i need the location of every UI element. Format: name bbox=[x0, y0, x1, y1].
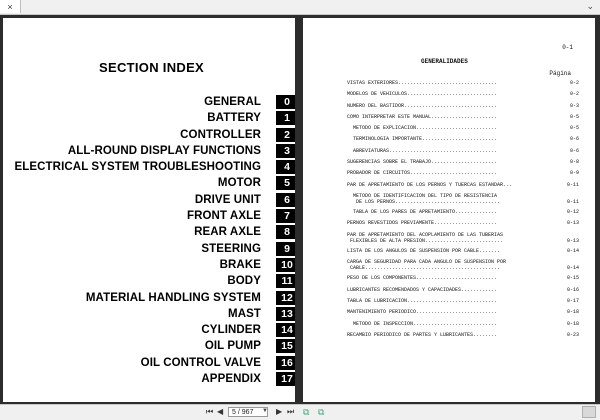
toc-entry-text: MANTENIMIENTO PERIODICO........................... bbox=[347, 309, 498, 316]
section-number-badge: 10 bbox=[276, 258, 295, 272]
toc-entry bbox=[347, 113, 579, 120]
toc-entry-text: RECAMBIO PERIODICO DE PARTES Y LUBRICANTES........ bbox=[347, 331, 498, 338]
toc-entry bbox=[347, 286, 579, 293]
section-label: MOTOR bbox=[217, 177, 261, 190]
section-number-badge: 2 bbox=[276, 128, 295, 142]
close-icon: × bbox=[7, 1, 13, 12]
pagina-header: Página bbox=[549, 70, 571, 77]
page-number: 0-1 bbox=[562, 44, 573, 51]
page-number-input[interactable]: 5 / 967 bbox=[228, 407, 268, 417]
toc-entry bbox=[347, 192, 579, 205]
section-index-title: SECTION INDEX bbox=[99, 60, 205, 75]
section-number-badge: 15 bbox=[276, 339, 295, 353]
tab-bar bbox=[0, 0, 600, 15]
section-label: BRAKE bbox=[219, 258, 261, 271]
section-row bbox=[3, 209, 295, 225]
section-row bbox=[3, 176, 295, 192]
toc-page-ref: 0-13 bbox=[566, 220, 579, 227]
toc-page-ref: 0-23 bbox=[566, 331, 579, 338]
section-label: DRIVE UNIT bbox=[194, 193, 261, 206]
toc-page-ref: 0-11 bbox=[566, 181, 579, 188]
toc-entry bbox=[347, 298, 579, 305]
toc-entry bbox=[347, 170, 579, 177]
last-page-button[interactable]: ⏭ bbox=[287, 407, 295, 416]
toc-page-ref: 0-5 bbox=[569, 113, 579, 120]
section-label: OIL CONTROL VALVE bbox=[140, 356, 261, 369]
section-number-badge: 16 bbox=[276, 356, 295, 370]
section-row bbox=[3, 291, 295, 307]
toc-entry-text: METODO DE EXPLICACION........................... bbox=[353, 125, 498, 132]
page-title: GENERALIDADES bbox=[421, 58, 468, 65]
toc-entry-text: PERNOS REVESTIDOS PREVIAMENTE..................... bbox=[347, 220, 498, 227]
section-number-badge: 8 bbox=[276, 225, 295, 239]
section-row bbox=[3, 193, 295, 209]
prev-page-button[interactable]: ◀ bbox=[217, 407, 224, 416]
section-label: ALL-ROUND DISPLAY FUNCTIONS bbox=[67, 144, 261, 157]
toc-list bbox=[347, 80, 579, 343]
section-label: OIL PUMP bbox=[204, 340, 261, 353]
close-tab-button[interactable] bbox=[0, 0, 21, 13]
toc-page-ref: 0-12 bbox=[566, 209, 579, 216]
toc-entry bbox=[347, 331, 579, 338]
section-number-badge: 13 bbox=[276, 307, 295, 321]
section-label: FRONT AXLE bbox=[186, 210, 261, 223]
toc-entry bbox=[347, 91, 579, 98]
toc-entry bbox=[347, 309, 579, 316]
grip-icon[interactable] bbox=[582, 406, 596, 418]
toc-page-ref: 0-18 bbox=[566, 320, 579, 327]
toc-entry-text: LUBRICANTES RECOMENDADOS Y CAPACIDADES............ bbox=[347, 286, 498, 293]
section-row bbox=[3, 274, 295, 290]
section-list bbox=[3, 95, 295, 388]
toc-entry-text: TABLA DE LOS PARES DE APRETAMIENTO.............. bbox=[353, 209, 498, 216]
toc-page-ref: 0-3 bbox=[569, 102, 579, 109]
toc-entry bbox=[347, 181, 579, 188]
toc-page-ref: 0-2 bbox=[569, 80, 579, 86]
section-label: MATERIAL HANDLING SYSTEM bbox=[85, 291, 261, 304]
toc-entry-text: CARGA DE SEGURIDAD PARA CADA ANGULO DE SUSPENSION POR CABLE............................................. bbox=[347, 259, 507, 272]
section-row bbox=[3, 372, 295, 388]
toc-page-ref: 0-2 bbox=[569, 91, 579, 98]
toc-page-ref: 0-18 bbox=[566, 309, 579, 316]
section-row bbox=[3, 356, 295, 372]
section-number-badge: 12 bbox=[276, 291, 295, 305]
section-label: MAST bbox=[228, 307, 261, 320]
toc-entry bbox=[347, 275, 579, 282]
toc-entry bbox=[347, 220, 579, 227]
section-label: CYLINDER bbox=[201, 324, 261, 337]
chevron-down-icon[interactable]: ▼ bbox=[262, 408, 268, 414]
toc-entry bbox=[347, 125, 579, 132]
toc-entry bbox=[347, 159, 579, 166]
section-label: CONTROLLER bbox=[180, 128, 261, 141]
section-row bbox=[3, 95, 295, 111]
toc-page-ref: 0-6 bbox=[569, 147, 579, 154]
section-row bbox=[3, 323, 295, 339]
toc-entry-text: PROBADOR DE CIRCUITOS............................. bbox=[347, 170, 498, 177]
toc-entry-text: PESO DE LOS COMPONENTES........................... bbox=[347, 275, 498, 282]
section-number-badge: 14 bbox=[276, 323, 295, 337]
section-number-badge: 6 bbox=[276, 193, 295, 207]
toc-entry bbox=[347, 231, 579, 244]
toc-page-ref: 0-16 bbox=[566, 286, 579, 293]
toc-page-ref: 0-17 bbox=[566, 298, 579, 305]
toc-page-ref: 0-13 bbox=[566, 237, 579, 244]
section-number-badge: 1 bbox=[276, 111, 295, 125]
toc-entry-text: PAR DE APRETAMIENTO DEL ACOPLAMIENTO DE LAS TUBERIAS FLEXIBLES DE ALTA PRESION.......................... bbox=[347, 231, 504, 244]
toc-page-ref: 0-5 bbox=[569, 125, 579, 132]
section-row bbox=[3, 225, 295, 241]
section-number-badge: 11 bbox=[276, 274, 295, 288]
page-left bbox=[3, 18, 295, 402]
toc-entry bbox=[347, 147, 579, 154]
section-row bbox=[3, 144, 295, 160]
page-right bbox=[303, 18, 595, 402]
section-label: GENERAL bbox=[204, 96, 261, 108]
toc-entry bbox=[347, 247, 579, 254]
section-label: BODY bbox=[227, 275, 261, 288]
copy-icon[interactable]: ⧉ bbox=[303, 407, 310, 417]
section-row bbox=[3, 160, 295, 176]
navigation-bar bbox=[0, 404, 600, 420]
toc-entry-text: TABLA DE LUBRICACION.............................. bbox=[347, 298, 498, 305]
section-number-badge: 17 bbox=[276, 372, 295, 386]
section-row bbox=[3, 258, 295, 274]
toc-entry-text: TERMINOLOGIA IMPORTANTE......................... bbox=[353, 136, 498, 143]
section-label: REAR AXLE bbox=[194, 226, 261, 239]
toc-page-ref: 0-11 bbox=[566, 198, 579, 205]
toc-entry-text: ABREVIATURAS.................................... bbox=[353, 147, 498, 154]
first-page-button[interactable]: ⏮ bbox=[206, 407, 214, 416]
section-number-badge: 5 bbox=[276, 176, 295, 190]
section-label: STEERING bbox=[201, 242, 261, 255]
toc-entry-text: METODO DE INSPECCION............................ bbox=[353, 320, 498, 327]
toc-entry bbox=[347, 136, 579, 143]
section-label: ELECTRICAL SYSTEM TROUBLESHOOTING bbox=[14, 161, 261, 174]
toc-entry-text: VISTAS EXTERIORES................................. bbox=[347, 80, 498, 86]
toc-entry-text: SUGERENCIAS SOBRE EL TRABAJO...................... bbox=[347, 159, 498, 166]
section-row bbox=[3, 339, 295, 355]
toc-entry bbox=[347, 209, 579, 216]
section-row bbox=[3, 242, 295, 258]
toc-page-ref: 0-14 bbox=[566, 247, 579, 254]
document-viewer[interactable] bbox=[0, 15, 600, 404]
section-row bbox=[3, 307, 295, 323]
toc-entry-text: NUMERO DEL BASTIDOR............................... bbox=[347, 102, 498, 109]
copy-icon[interactable]: ⧉ bbox=[318, 407, 325, 417]
toc-entry-text: PAR DE APRETAMIENTO DE LOS PERNOS Y TUERCAS ESTANDAR... bbox=[347, 181, 513, 188]
section-row bbox=[3, 111, 295, 127]
toc-entry-text: LISTA DE LOS ANGULOS DE SUSPENSION POR CABLE....... bbox=[347, 247, 501, 254]
section-number-badge: 9 bbox=[276, 242, 295, 256]
section-row bbox=[3, 128, 295, 144]
toc-entry-text: METODO DE IDENTIFICACION DEL TIPO DE RESISTENCIA DE LOS PERNOS................................... bbox=[353, 192, 501, 205]
toc-page-ref: 0-14 bbox=[566, 265, 579, 272]
section-number-badge: 7 bbox=[276, 209, 295, 223]
toc-entry bbox=[347, 102, 579, 109]
toc-entry bbox=[347, 320, 579, 327]
section-number-badge: 4 bbox=[276, 160, 295, 174]
toc-page-ref: 0-9 bbox=[569, 170, 579, 177]
toc-entry bbox=[347, 259, 579, 272]
section-label: APPENDIX bbox=[201, 373, 261, 386]
section-number-badge: 0 bbox=[276, 95, 295, 109]
toc-page-ref: 0-6 bbox=[569, 136, 579, 143]
toc-entry-text: COMO INTERPRETAR ESTE MANUAL...................... bbox=[347, 113, 498, 120]
toc-entry-text: MODELOS DE VEHICULOS.............................. bbox=[347, 91, 498, 98]
toc-entry bbox=[347, 80, 579, 86]
section-label: BATTERY bbox=[207, 112, 261, 125]
chevron-down-icon[interactable]: ⌄ bbox=[586, 1, 594, 11]
toc-page-ref: 0-15 bbox=[566, 275, 579, 282]
next-page-button[interactable]: ▶ bbox=[276, 407, 283, 416]
toc-page-ref: 0-8 bbox=[569, 159, 579, 166]
section-number-badge: 3 bbox=[276, 144, 295, 158]
